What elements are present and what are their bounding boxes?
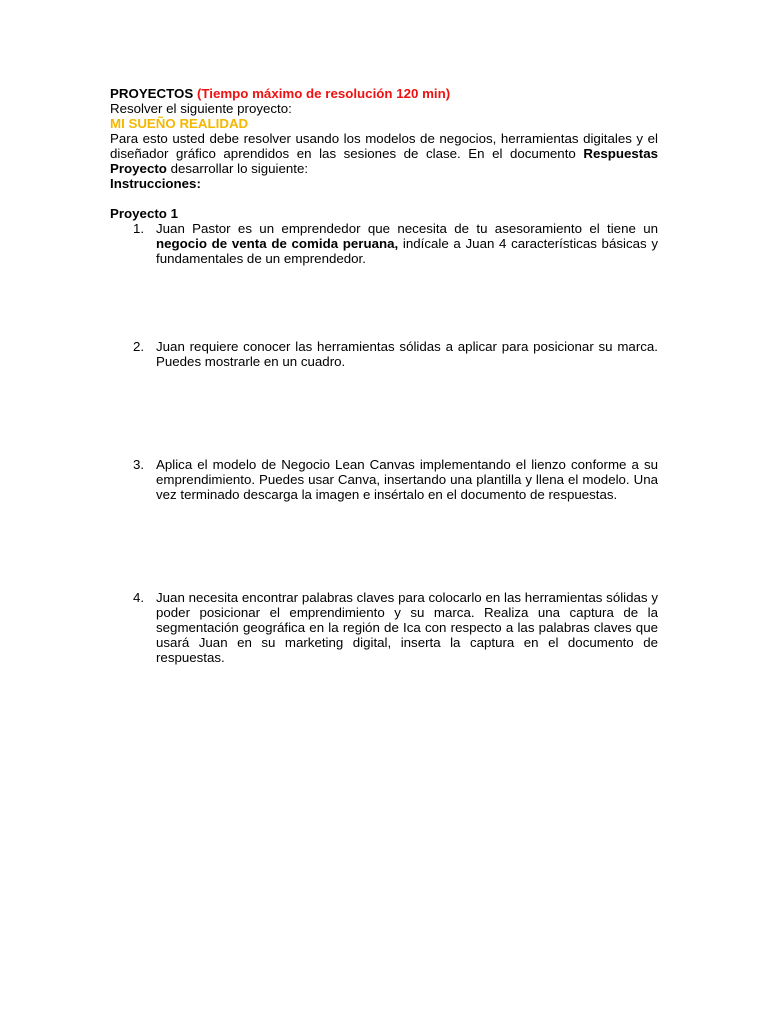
project-name: MI SUEÑO REALIDAD — [110, 116, 249, 131]
item-text: Aplica el modelo de Negocio Lean Canvas implementando el lienzo conforme a su emprendimiento. Puedes usar Canva, insertando una plantilla y llena el modelo. Una vez terminado descarga la imagen e insértalo en el documento de respuestas. — [156, 457, 658, 502]
heading-time-note: (Tiempo máximo de resolución 120 min) — [196, 86, 451, 101]
spacer — [110, 191, 658, 206]
item-text: Juan requiere conocer las herramientas sólidas a aplicar para posicionar su marca. Puedes mostrarle en un cuadro. — [156, 339, 658, 369]
list-number: 3. — [133, 457, 145, 472]
list-item — [110, 221, 658, 266]
list-number: 1. — [133, 221, 145, 236]
item-text-end: indícale a Juan 4 características básicas y fundamentales de un emprendedor. — [156, 236, 658, 266]
heading-subtitle: Resolver el siguiente proyecto: — [110, 101, 292, 116]
item-text-start: Juan Pastor es un emprendedor que necesita de tu asesoramiento el tiene un — [156, 221, 658, 236]
list-item — [110, 590, 658, 665]
intro-document-name: Respuestas Proyecto — [110, 146, 658, 176]
intro-paragraph — [110, 131, 658, 176]
project-task-list — [110, 221, 658, 665]
item-business-type: negocio de venta de comida peruana, — [156, 236, 399, 251]
list-item — [110, 457, 658, 502]
intro-text-end: desarrollar lo siguiente: — [166, 161, 309, 176]
list-number: 2. — [133, 339, 145, 354]
instructions-label: Instrucciones: — [110, 176, 201, 191]
project-label: Proyecto 1 — [110, 206, 178, 221]
list-item — [110, 339, 658, 369]
heading-title: PROYECTOS — [110, 86, 194, 101]
document-body — [110, 86, 658, 665]
document-heading — [110, 86, 658, 101]
intro-text-start: Para esto usted debe resolver usando los modelos de negocios, herramientas digitales y el diseñador gráfico aprendidos en las sesiones de clase. En el documento — [110, 131, 658, 161]
list-number: 4. — [133, 590, 145, 605]
item-text: Juan necesita encontrar palabras claves para colocarlo en las herramientas sólidas y poder posicionar el emprendimiento y su marca. Realiza una captura de la segmentación geográfica en la región de Ica con respecto a las palabras claves que usará Juan en su marketing digital, inserta la captura en el documento de respuestas. — [156, 590, 658, 665]
